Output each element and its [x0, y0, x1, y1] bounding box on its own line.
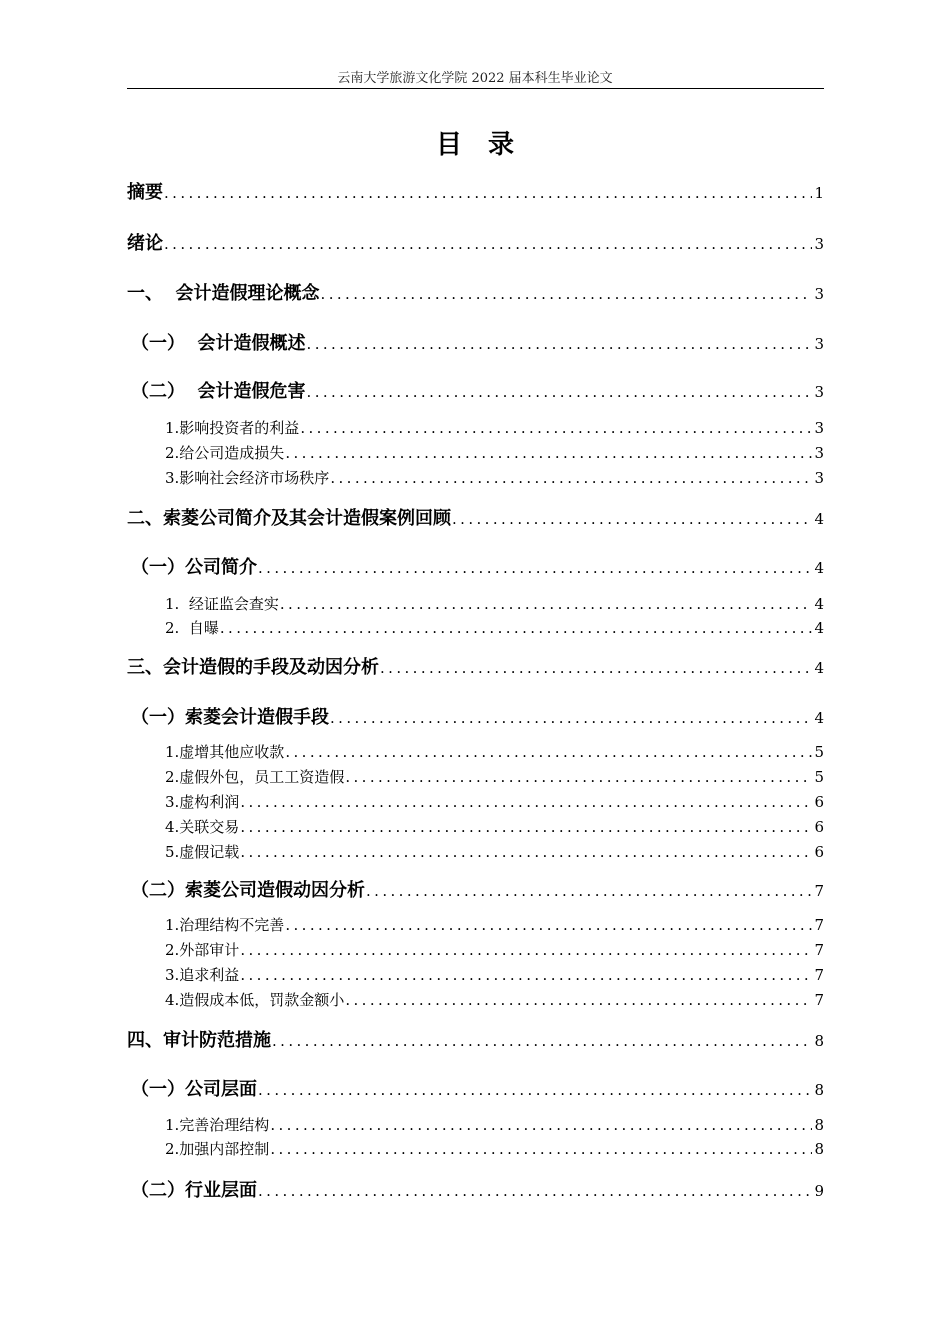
toc-leader [240, 966, 812, 984]
toc-entry-page: 3 [814, 383, 824, 401]
toc-entry-label: 绪论 [127, 233, 163, 254]
toc-leader [345, 768, 812, 786]
toc-entry[interactable] [127, 279, 824, 305]
toc-entry-page: 3 [814, 285, 824, 303]
toc-entry-label: 1.虚增其他应收款 [165, 743, 285, 761]
toc-entry[interactable] [131, 329, 824, 355]
toc-leader [285, 916, 812, 934]
toc-entry-label: 1.影响投资者的利益 [165, 419, 300, 437]
toc-entry-label: 1.完善治理结构 [165, 1116, 270, 1134]
toc-leader [258, 1081, 812, 1099]
toc-leader [258, 559, 812, 577]
toc-entry[interactable] [165, 1114, 824, 1135]
toc-entry-page: 7 [814, 991, 824, 1009]
toc-entry-page: 8 [814, 1032, 824, 1050]
toc-leader [380, 659, 812, 677]
toc-entry-label: 2.给公司造成损失 [165, 444, 285, 462]
toc-entry-label: 二、索菱公司简介及其会计造假案例回顾 [127, 508, 451, 529]
toc-leader [258, 1182, 812, 1200]
toc-leader [240, 818, 812, 836]
toc-entry-label: 摘要 [127, 182, 163, 203]
toc-leader [452, 510, 812, 528]
toc-leader [321, 285, 813, 303]
toc-title: 目录 [435, 130, 540, 160]
toc-entry-label: 4.造假成本低，罚款金额小 [165, 991, 345, 1009]
toc-entry-page: 1 [814, 184, 824, 202]
toc-leader [285, 743, 812, 761]
toc-leader [300, 419, 812, 437]
toc-entry-label: （一）公司简介 [131, 557, 257, 578]
toc-entry[interactable] [165, 964, 824, 985]
toc-leader [164, 235, 812, 253]
toc-entry-page: 8 [814, 1140, 824, 1158]
toc-entry[interactable] [131, 703, 824, 729]
toc-entry[interactable] [165, 617, 824, 638]
toc-entry-page: 7 [814, 882, 824, 900]
toc-entry-page: 3 [814, 235, 824, 253]
toc-entry-label: 四、审计防范措施 [127, 1030, 271, 1051]
page-header: 云南大学旅游文化学院 2022 届本科生毕业论文 [337, 71, 613, 86]
toc-entry[interactable] [127, 178, 824, 204]
toc-entry-page: 6 [814, 843, 824, 861]
toc-leader [240, 941, 812, 959]
toc-leader [285, 444, 812, 462]
toc-entry[interactable] [165, 741, 824, 762]
toc-leader [345, 991, 812, 1009]
toc-entry-page: 7 [814, 966, 824, 984]
toc-entry-label: 3.追求利益 [165, 966, 240, 984]
toc-entry-page: 5 [814, 743, 824, 761]
toc-entry[interactable] [165, 816, 824, 837]
toc-entry[interactable] [127, 653, 824, 679]
toc-entry[interactable] [165, 417, 824, 438]
toc-entry-label: 一、 会计造假理论概念 [127, 283, 320, 304]
toc-entry-page: 6 [814, 818, 824, 836]
toc-leader [272, 1032, 812, 1050]
toc-entry-label: （一） 会计造假概述 [131, 333, 306, 354]
toc-entry[interactable] [127, 504, 824, 530]
toc-entry-label: 4.关联交易 [165, 818, 240, 836]
toc-entry[interactable] [165, 442, 824, 463]
toc-leader [307, 335, 813, 353]
toc-leader [240, 843, 812, 861]
toc-entry-page: 7 [814, 916, 824, 934]
toc-leader [240, 793, 812, 811]
toc-entry[interactable] [165, 939, 824, 960]
toc-entry-page: 4 [814, 659, 824, 677]
toc-leader [220, 619, 813, 637]
toc-entry-page: 4 [814, 595, 824, 613]
toc-entry-label: 5.虚假记载 [165, 843, 240, 861]
toc-entry[interactable] [131, 553, 824, 579]
toc-entry[interactable] [165, 1138, 824, 1159]
toc-entry-label: 2.加强内部控制 [165, 1140, 270, 1158]
toc-leader [330, 469, 812, 487]
toc-entry-label: 1.治理结构不完善 [165, 916, 285, 934]
toc-leader [270, 1116, 812, 1134]
toc-entry[interactable] [165, 791, 824, 812]
toc-entry-label: （一）索菱会计造假手段 [131, 707, 329, 728]
toc-entry-label: （一）公司层面 [131, 1079, 257, 1100]
toc-entry-page: 8 [814, 1116, 824, 1134]
toc-entry[interactable] [127, 229, 824, 255]
toc-entry-label: 1. 经证监会查实 [165, 595, 279, 613]
toc-entry[interactable] [131, 876, 824, 902]
toc-entry[interactable] [131, 377, 824, 403]
toc-entry[interactable] [127, 1026, 824, 1052]
toc-entry-page: 4 [814, 510, 824, 528]
toc-entry-label: （二）索菱公司造假动因分析 [131, 880, 365, 901]
toc-entry-label: 三、会计造假的手段及动因分析 [127, 657, 379, 678]
toc-entry-page: 4 [814, 619, 824, 637]
toc-entry-page: 8 [814, 1081, 824, 1099]
toc-entry[interactable] [165, 914, 824, 935]
toc-entry[interactable] [165, 989, 824, 1010]
toc-entry-label: 2.外部审计 [165, 941, 240, 959]
toc-entry-label: 2. 自曝 [165, 619, 219, 637]
toc-entry[interactable] [165, 766, 824, 787]
toc-leader [330, 709, 812, 727]
toc-leader [164, 184, 812, 202]
toc-entry[interactable] [165, 467, 824, 488]
toc-entry-page: 3 [814, 469, 824, 487]
toc-entry[interactable] [131, 1075, 824, 1101]
toc-entry[interactable] [165, 841, 824, 862]
toc-entry-label: 3.虚构利润 [165, 793, 240, 811]
toc-entry-page: 9 [814, 1182, 824, 1200]
toc-entry-label: （二）行业层面 [131, 1180, 257, 1201]
toc-entry-page: 4 [814, 709, 824, 727]
toc-entry-page: 3 [814, 419, 824, 437]
toc-entry[interactable] [131, 1176, 824, 1202]
toc-leader [307, 383, 813, 401]
toc-entry-page: 3 [814, 444, 824, 462]
toc-leader [270, 1140, 812, 1158]
toc-entry-page: 4 [814, 559, 824, 577]
toc-entry-page: 6 [814, 793, 824, 811]
toc-leader [366, 882, 812, 900]
toc-entry-label: （二） 会计造假危害 [131, 381, 306, 402]
toc-entry-label: 2.虚假外包，员工工资造假 [165, 768, 345, 786]
toc-entry-page: 5 [814, 768, 824, 786]
toc-entry-page: 7 [814, 941, 824, 959]
toc-entry-label: 3.影响社会经济市场秩序 [165, 469, 330, 487]
toc-leader [280, 595, 813, 613]
toc-entry[interactable] [165, 593, 824, 614]
header-rule [127, 88, 824, 89]
toc-entry-page: 3 [814, 335, 824, 353]
